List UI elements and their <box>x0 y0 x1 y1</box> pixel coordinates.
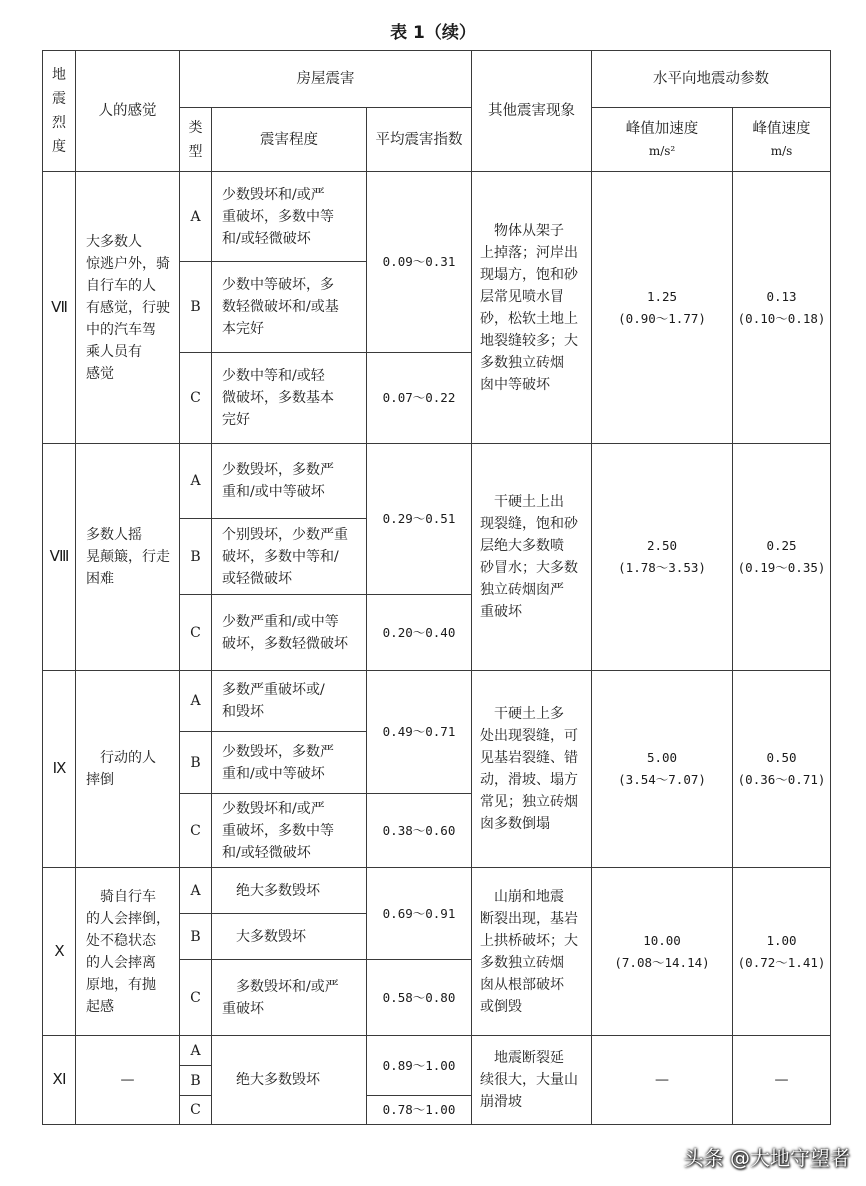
type-cell: C <box>180 794 212 868</box>
damage-degree-cell: 大多数毁坏 <box>212 914 367 960</box>
type-cell: B <box>180 262 212 353</box>
other-phenomena-cell: 干硬土上多 处出现裂缝，可 见基岩裂缝、错 动，滑坡、塌方 常见；独立砖烟 囱多数倒塌 <box>472 671 592 868</box>
feeling-cell: 骑自行车 的人会摔倒， 处不稳状态 的人会摔离 原地，有抛 起感 <box>76 868 180 1036</box>
pga-cell: 5.00 (3.54～7.07) <box>592 671 733 868</box>
damage-index-cell: 0.38～0.60 <box>367 794 472 868</box>
table-row <box>43 444 831 519</box>
other-phenomena-cell: 地震断裂延 续很大，大量山 崩滑坡 <box>472 1036 592 1125</box>
intensity-cell: Ⅸ <box>43 671 76 868</box>
damage-degree-cell: 少数毁坏和/或严 重破坏，多数中等 和/或轻微破坏 <box>212 794 367 868</box>
intensity-cell: Ⅹ <box>43 868 76 1036</box>
other-phenomena-cell: 山崩和地震 断裂出现，基岩 上拱桥破坏；大 多数独立砖烟 囱从根部破坏 或倒毁 <box>472 868 592 1036</box>
damage-index-cell: 0.69～0.91 <box>367 868 472 960</box>
damage-degree-cell: 少数毁坏，多数严 重和/或中等破坏 <box>212 732 367 794</box>
header-house-damage: 房屋震害 <box>180 51 472 108</box>
type-cell: C <box>180 960 212 1036</box>
pga-cell: 10.00 (7.08～14.14) <box>592 868 733 1036</box>
feeling-cell: — <box>76 1036 180 1125</box>
feeling-cell: 多数人摇 晃颠簸，行走 困难 <box>76 444 180 671</box>
damage-degree-cell: 多数严重破坏或/ 和毁坏 <box>212 671 367 732</box>
other-phenomena-cell: 物体从架子 上掉落；河岸出 现塌方，饱和砂 层常见喷水冒 砂，松软土地上 地裂缝较多；大 多数独立砖烟 囱中等破坏 <box>472 172 592 444</box>
type-cell: A <box>180 444 212 519</box>
header-other-phenomena: 其他震害现象 <box>472 51 592 172</box>
table-row <box>43 671 831 732</box>
type-cell: A <box>180 868 212 914</box>
type-cell: A <box>180 671 212 732</box>
damage-degree-cell: 多数毁坏和/或严 重破坏 <box>212 960 367 1036</box>
pga-cell: — <box>592 1036 733 1125</box>
type-cell: C <box>180 1096 212 1125</box>
type-cell: B <box>180 732 212 794</box>
type-cell: C <box>180 595 212 671</box>
table-title: 表 1（续） <box>390 23 476 43</box>
header-type: 类 型 <box>180 108 212 172</box>
damage-degree-cell: 个别毁坏，少数严重 破坏，多数中等和/ 或轻微破坏 <box>212 519 367 595</box>
damage-degree-cell: 少数毁坏和/或严 重破坏，多数中等 和/或轻微破坏 <box>212 172 367 262</box>
header-intensity: 地 震 烈 度 <box>43 51 76 172</box>
header-damage-degree: 震害程度 <box>212 108 367 172</box>
damage-index-cell: 0.07～0.22 <box>367 353 472 444</box>
damage-index-cell: 0.78～1.00 <box>367 1096 472 1125</box>
pgv-cell: 1.00 (0.72～1.41) <box>733 868 831 1036</box>
damage-index-cell: 0.58～0.80 <box>367 960 472 1036</box>
pgv-cell: 0.25 (0.19～0.35) <box>733 444 831 671</box>
damage-index-cell: 0.20～0.40 <box>367 595 472 671</box>
pga-cell: 1.25 (0.90～1.77) <box>592 172 733 444</box>
header-feeling: 人的感觉 <box>76 51 180 172</box>
table-row <box>43 172 831 262</box>
type-cell: A <box>180 1036 212 1066</box>
damage-index-cell: 0.29～0.51 <box>367 444 472 595</box>
type-cell: B <box>180 914 212 960</box>
pga-cell: 2.50 (1.78～3.53) <box>592 444 733 671</box>
damage-degree-cell: 少数中等破坏，多 数轻微破坏和/或基 本完好 <box>212 262 367 353</box>
other-phenomena-cell: 干硬土上出 现裂缝，饱和砂 层绝大多数喷 砂冒水；大多数 独立砖烟囱严 重破坏 <box>472 444 592 671</box>
pgv-cell: — <box>733 1036 831 1125</box>
intensity-cell: Ⅺ <box>43 1036 76 1125</box>
table-row <box>43 868 831 914</box>
pgv-cell: 0.50 (0.36～0.71) <box>733 671 831 868</box>
header-row-1 <box>43 51 831 108</box>
damage-degree-cell: 绝大多数毁坏 <box>212 1036 367 1125</box>
header-pgv: 峰值速度 m/s <box>733 108 831 172</box>
header-pga: 峰值加速度 m/s² <box>592 108 733 172</box>
intensity-cell: Ⅶ <box>43 172 76 444</box>
damage-index-cell: 0.49～0.71 <box>367 671 472 794</box>
header-avg-damage-index: 平均震害指数 <box>367 108 472 172</box>
type-cell: A <box>180 172 212 262</box>
type-cell: B <box>180 1066 212 1096</box>
table-row <box>43 1036 831 1066</box>
intensity-cell: Ⅷ <box>43 444 76 671</box>
damage-degree-cell: 绝大多数毁坏 <box>212 868 367 914</box>
header-ground-motion-params: 水平向地震动参数 <box>592 51 831 108</box>
seismic-intensity-table <box>42 50 831 1125</box>
type-cell: C <box>180 353 212 444</box>
damage-degree-cell: 少数严重和/或中等 破坏，多数轻微破坏 <box>212 595 367 671</box>
pgv-cell: 0.13 (0.10～0.18) <box>733 172 831 444</box>
feeling-cell: 大多数人 惊逃户外，骑 自行车的人 有感觉，行驶 中的汽车驾 乘人员有 感觉 <box>76 172 180 444</box>
damage-degree-cell: 少数毁坏，多数严 重和/或中等破坏 <box>212 444 367 519</box>
damage-index-cell: 0.89～1.00 <box>367 1036 472 1096</box>
damage-degree-cell: 少数中等和/或轻 微破坏，多数基本 完好 <box>212 353 367 444</box>
feeling-cell: 行动的人 摔倒 <box>76 671 180 868</box>
damage-index-cell: 0.09～0.31 <box>367 172 472 353</box>
type-cell: B <box>180 519 212 595</box>
watermark-text: 头条 @大地守望者 <box>683 1146 850 1170</box>
